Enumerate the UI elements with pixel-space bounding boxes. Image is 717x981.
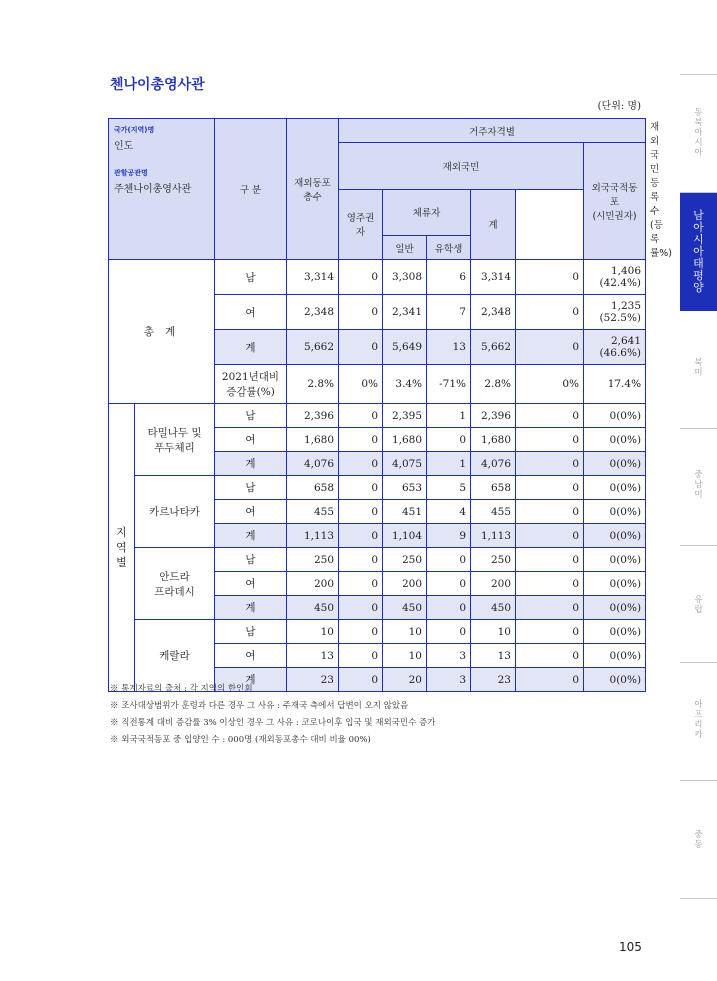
region-name: 케랄라: [135, 620, 215, 692]
region-name: 카르나타카: [135, 476, 215, 548]
cell-registered: 0(0%): [584, 404, 646, 428]
cell-subtotal: 1,680: [471, 428, 516, 452]
header-subtotal: 계: [471, 189, 516, 260]
side-tab-northeast-asia[interactable]: [680, 108, 717, 158]
cell-general: 10: [383, 620, 427, 644]
cell-subtotal: 2,396: [471, 404, 516, 428]
cell-registered: 2,641 (46.6%): [584, 330, 646, 365]
side-tab-label: 동북아시아: [694, 108, 703, 158]
cell-permanent: 0: [339, 452, 383, 476]
row-label: 2021년대비 증감률(%): [215, 365, 287, 404]
row-label: 계: [215, 524, 287, 548]
side-divider: [680, 662, 717, 663]
cell-permanent: 0: [339, 548, 383, 572]
cell-student: 0: [427, 548, 471, 572]
cell-subtotal: 13: [471, 644, 516, 668]
cell-total: 13: [287, 644, 339, 668]
cell-foreign: 0: [516, 260, 584, 295]
side-tab-label: 북미: [694, 358, 703, 378]
cell-total: 1,113: [287, 524, 339, 548]
side-tab-north-america[interactable]: [680, 358, 717, 378]
cell-subtotal: 1,113: [471, 524, 516, 548]
cell-total: 10: [287, 620, 339, 644]
row-label: 계: [215, 452, 287, 476]
cell-general: 20: [383, 668, 427, 692]
cell-registered: 0(0%): [584, 476, 646, 500]
cell-foreign: 0: [516, 668, 584, 692]
cell-permanent: 0: [339, 404, 383, 428]
cell-foreign: 0: [516, 476, 584, 500]
cell-general: 4,075: [383, 452, 427, 476]
cell-subtotal: 3,314: [471, 260, 516, 295]
side-tab-latin-america[interactable]: [680, 470, 717, 500]
side-divider: [680, 428, 717, 429]
cell-student: 9: [427, 524, 471, 548]
cell-registered: 0(0%): [584, 668, 646, 692]
side-tab-label: 남아시아태평양: [693, 209, 704, 294]
cell-foreign: 0: [516, 330, 584, 365]
cell-permanent: 0: [339, 330, 383, 365]
cell-subtotal: 2,348: [471, 295, 516, 330]
cell-registered: 0(0%): [584, 500, 646, 524]
statistics-table: 국가(지역)명 인도 관할공관명 주첸나이총영사관 구 분 재외동포 총수 거주자격별 재외국민 등록수 (등록률%) 재외국민 외국국적동포 (시민권자) 영주권자 체류자 계 일반 유학생 총 계 남 3,314 0 3,308 6 3,314 0 1,406 (42.4%) 여 2,348 0 2,341 7 2,348 0 1,235 (52.5%) 계 5,662 0 5,649 13 5,662 0 2,641 (46.6%) 2021년대비 증감률(%) 2.8% 0% 3.4% -71% 2.8% 0% 17.4% 지 역 별 타밀나두 및 푸두체리 남 2,396 0 2,395 1 2,396 0 0(0%) 여 1,680 0 1,680 0 1,680 0 0(0%) 계 4,076 0 4,075 1 4,076 0 0(0%) 카르나타카 남 658 0 653 5 658 0 0(0%) 여 455 0 451 4 455 0 0(0%) 계 1,113 0 1,104 9 1,113 0 0(0%) 안드라 프라데시 남 250 0 250 0 250 0 0(0%) 여 200 0 200 0 200 0 0(0%) 계 450 0 450 0 450 0 0(0%) 케랄라 남 10 0 10 0 10 0 0(0%) 여 13 0 10 3 13 0 0(0%) 계 23 0 20 3 23 0 0(0%): [108, 118, 646, 692]
country-label: 국가(지역)명: [114, 126, 155, 134]
cell-permanent: 0: [339, 295, 383, 330]
cell-registered: 1,235 (52.5%): [584, 295, 646, 330]
cell-student: 6: [427, 260, 471, 295]
side-tab-africa[interactable]: [680, 700, 717, 740]
side-tab-label: 유럽: [694, 595, 703, 615]
row-label: 계: [215, 330, 287, 365]
region-name: 타밀나두 및 푸두체리: [135, 404, 215, 476]
cell-general: 250: [383, 548, 427, 572]
header-foreign: 외국국적동포 (시민권자): [584, 143, 646, 260]
cell-total: 2,396: [287, 404, 339, 428]
cell-total: 455: [287, 500, 339, 524]
side-divider: [680, 545, 717, 546]
cell-general: 653: [383, 476, 427, 500]
page-number: 105: [619, 940, 642, 954]
row-label: 여: [215, 572, 287, 596]
cell-permanent: 0: [339, 428, 383, 452]
row-label: 여: [215, 428, 287, 452]
cell-permanent: 0: [339, 644, 383, 668]
cell-permanent: 0: [339, 260, 383, 295]
header-residence: 거주자격별: [339, 119, 646, 143]
header-total: 재외동포 총수: [287, 119, 339, 260]
row-label: 여: [215, 295, 287, 330]
cell-student: 4: [427, 500, 471, 524]
side-tab-label: 아프리카: [694, 700, 703, 740]
side-divider: [680, 898, 717, 899]
cell-subtotal: 10: [471, 620, 516, 644]
cell-subtotal: 658: [471, 476, 516, 500]
header-sojourner: 체류자: [383, 189, 471, 236]
side-divider: [680, 780, 717, 781]
header-student: 유학생: [427, 236, 471, 260]
cell-foreign: 0: [516, 500, 584, 524]
page-title: 첸나이총영사관: [110, 77, 205, 93]
side-tab-middle-east[interactable]: [680, 830, 717, 850]
cell-foreign: 0: [516, 644, 584, 668]
cell-student: 3: [427, 668, 471, 692]
cell-total: 4,076: [287, 452, 339, 476]
row-label: 여: [215, 500, 287, 524]
cell-general: 200: [383, 572, 427, 596]
cell-permanent: 0%: [339, 365, 383, 404]
side-tab-label: 중동: [694, 830, 703, 850]
cell-student: 5: [427, 476, 471, 500]
note-item: ※ 직전통계 대비 증감률 3% 이상인 경우 그 사유 : 코로나이후 입국 및 재외국민수 증가: [110, 718, 436, 728]
cell-subtotal: 2.8%: [471, 365, 516, 404]
cell-permanent: 0: [339, 668, 383, 692]
cell-student: 1: [427, 452, 471, 476]
cell-total: 2,348: [287, 295, 339, 330]
cell-total: 450: [287, 596, 339, 620]
cell-student: 1: [427, 404, 471, 428]
cell-foreign: 0: [516, 620, 584, 644]
table-row: [109, 548, 646, 572]
header-nationals: 재외국민: [339, 143, 584, 190]
note-item: ※ 통계자료의 출처 : 각 지역의 한인회: [110, 684, 253, 694]
cell-foreign: 0: [516, 452, 584, 476]
table-row: [109, 404, 646, 428]
row-label: 계: [215, 596, 287, 620]
cell-student: 0: [427, 620, 471, 644]
cell-registered: 0(0%): [584, 596, 646, 620]
office-label: 관할공관명: [114, 169, 148, 177]
cell-registered: 1,406 (42.4%): [584, 260, 646, 295]
cell-student: 0: [427, 596, 471, 620]
cell-general: 451: [383, 500, 427, 524]
row-label: 남: [215, 404, 287, 428]
cell-total: 250: [287, 548, 339, 572]
side-divider: [680, 74, 717, 75]
cell-foreign: 0: [516, 404, 584, 428]
cell-foreign: 0: [516, 524, 584, 548]
cell-general: 3,308: [383, 260, 427, 295]
cell-general: 1,104: [383, 524, 427, 548]
cell-registered: 0(0%): [584, 572, 646, 596]
cell-general: 2,341: [383, 295, 427, 330]
cell-subtotal: 200: [471, 572, 516, 596]
cell-registered: 0(0%): [584, 620, 646, 644]
cell-registered: 0(0%): [584, 548, 646, 572]
cell-registered: 0(0%): [584, 428, 646, 452]
header-permanent: 영주권자: [339, 189, 383, 260]
region-name: 안드라 프라데시: [135, 548, 215, 620]
cell-student: 7: [427, 295, 471, 330]
cell-general: 1,680: [383, 428, 427, 452]
cell-student: 3: [427, 644, 471, 668]
row-label: 남: [215, 620, 287, 644]
cell-foreign: 0%: [516, 365, 584, 404]
cell-total: 5,662: [287, 330, 339, 365]
table-row: [109, 260, 646, 295]
meta-cell: [109, 119, 215, 260]
unit-label: (단위: 명): [597, 101, 641, 112]
cell-registered: 0(0%): [584, 524, 646, 548]
total-section-label: 총 계: [109, 260, 215, 404]
table-row: [109, 620, 646, 644]
cell-permanent: 0: [339, 476, 383, 500]
cell-general: 450: [383, 596, 427, 620]
side-tab-label: 중남미: [694, 470, 703, 500]
table-row: [109, 476, 646, 500]
cell-permanent: 0: [339, 524, 383, 548]
cell-student: 0: [427, 572, 471, 596]
row-label: 계: [215, 668, 287, 692]
cell-registered: 17.4%: [584, 365, 646, 404]
notes: [110, 681, 435, 749]
note-item: ※ 외국국적동포 중 입양인 수 : 000명 (재외동포총수 대비 비율 00%): [110, 735, 371, 745]
cell-general: 10: [383, 644, 427, 668]
cell-registered: 0(0%): [584, 644, 646, 668]
header-general: 일반: [383, 236, 427, 260]
cell-total: 1,680: [287, 428, 339, 452]
cell-subtotal: 23: [471, 668, 516, 692]
side-tab-south-asia-pacific[interactable]: [680, 193, 717, 311]
cell-subtotal: 4,076: [471, 452, 516, 476]
cell-foreign: 0: [516, 428, 584, 452]
cell-total: 3,314: [287, 260, 339, 295]
cell-registered: 0(0%): [584, 452, 646, 476]
cell-total: 658: [287, 476, 339, 500]
cell-general: 3.4%: [383, 365, 427, 404]
cell-subtotal: 455: [471, 500, 516, 524]
row-label: 여: [215, 644, 287, 668]
region-section-label: 지 역 별: [109, 404, 135, 692]
side-tab-europe[interactable]: [680, 595, 717, 615]
cell-permanent: 0: [339, 620, 383, 644]
note-item: ※ 조사대상범위가 훈령과 다른 경우 그 사유 : 주재국 측에서 답변이 오지 않았음: [110, 701, 409, 711]
cell-total: 2.8%: [287, 365, 339, 404]
row-label: 남: [215, 260, 287, 295]
cell-total: 200: [287, 572, 339, 596]
header-category: 구 분: [215, 119, 287, 260]
cell-subtotal: 450: [471, 596, 516, 620]
row-label: 남: [215, 548, 287, 572]
office-value: 주첸나이총영사관: [114, 184, 192, 195]
cell-foreign: 0: [516, 548, 584, 572]
cell-student: -71%: [427, 365, 471, 404]
cell-foreign: 0: [516, 295, 584, 330]
cell-total: 23: [287, 668, 339, 692]
cell-general: 5,649: [383, 330, 427, 365]
cell-permanent: 0: [339, 596, 383, 620]
cell-subtotal: 5,662: [471, 330, 516, 365]
cell-student: 13: [427, 330, 471, 365]
cell-general: 2,395: [383, 404, 427, 428]
cell-student: 0: [427, 428, 471, 452]
cell-foreign: 0: [516, 596, 584, 620]
cell-foreign: 0: [516, 572, 584, 596]
cell-permanent: 0: [339, 572, 383, 596]
cell-permanent: 0: [339, 500, 383, 524]
country-value: 인도: [114, 141, 134, 152]
row-label: 남: [215, 476, 287, 500]
cell-subtotal: 250: [471, 548, 516, 572]
